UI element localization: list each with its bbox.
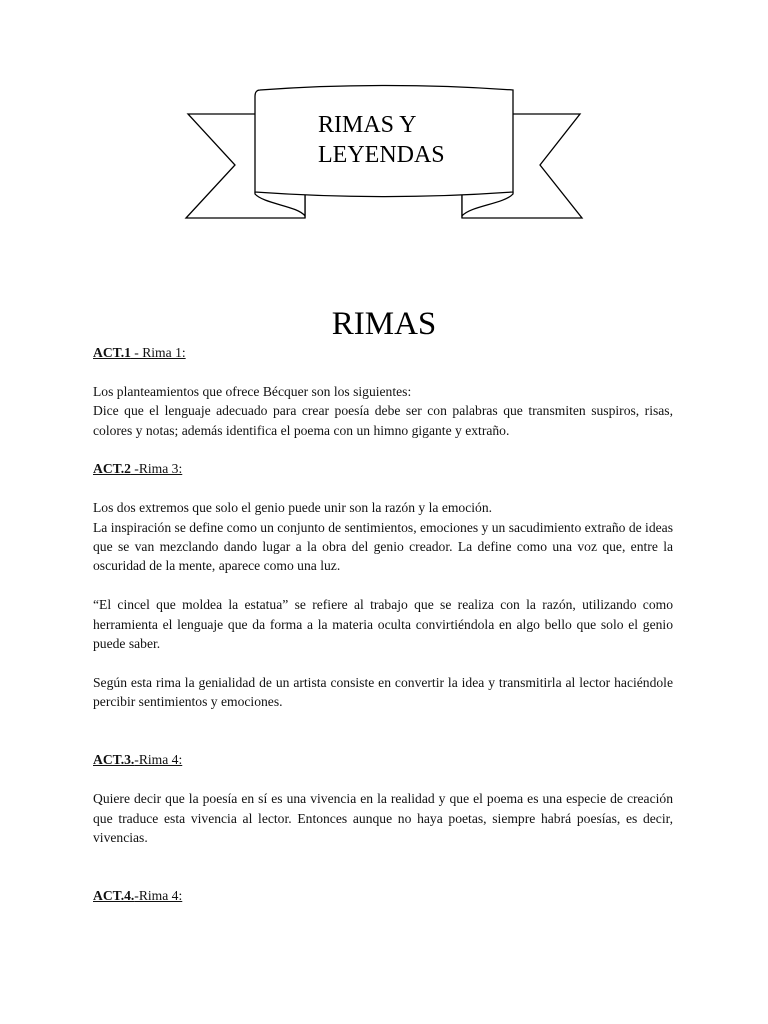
act-2-heading [93,459,673,478]
act-3-paragraph-1: Quiere decir que la poesía en sí es una vivencia en la realidad y que el poema es una especie de creación que traduce esta vivencia al lector. Entonces aunque no haya poetas, siempre habrá poesías, es decir, vivencias. [93,791,673,846]
act-4-heading [93,886,673,905]
act-1-paragraph-2: Dice que el lenguaje adecuado para crear poesía debe ser con palabras que transmiten suspiros, risas, colores y notas; además identifica el poema con un himno gigante y extraño. [93,403,673,438]
act-1-heading [93,343,673,362]
banner-title [318,110,445,170]
act-2-code: ACT.2 [93,461,131,477]
act-3-code: ACT.3. [93,752,135,768]
act-2-rest: -Rima 3: [130,461,183,477]
act-1-rest: - Rima 1: [130,345,186,360]
act-2-paragraph-3: “El cincel que moldea la estatua” se refiere al trabajo que se realiza con la razón, utilizando como herramienta el lenguaje que da forma a la materia oculta convirtiéndola en algo bello que solo el genio puede saber. [93,597,673,652]
act-1-code: ACT.1 [93,345,131,360]
section-title: RIMAS [331,306,437,342]
title-banner [180,82,586,222]
act-1-paragraph-1: Los planteamientos que ofrece Bécquer son los siguientes: [93,383,412,399]
banner-title-line-1: RIMAS Y [318,112,417,138]
act-3-rest: -Rima 4: [134,752,183,768]
act-4-rest: -Rima 4: [134,888,183,904]
act-3-heading [93,750,673,769]
act-4-code: ACT.4. [93,888,135,904]
document-body [93,343,673,906]
act-2-paragraph-1: Los dos extremos que solo el genio puede unir son la razón y la emoción. [93,500,493,516]
act-2-paragraph-2: La inspiración se define como un conjunto de sentimientos, emociones y un sacudimiento extraño de ideas que se van mezclando dando lugar a la obra del genio creador. La define como una voz que, entre la oscuridad de la mente, aparece como una luz. [93,519,673,574]
act-2-paragraph-4: Según esta rima la genialidad de un artista consiste en convertir la idea y transmitirla al lector haciéndole percibir sentimientos y emociones. [93,674,673,710]
banner-title-line-2: LEYENDAS [318,142,445,168]
